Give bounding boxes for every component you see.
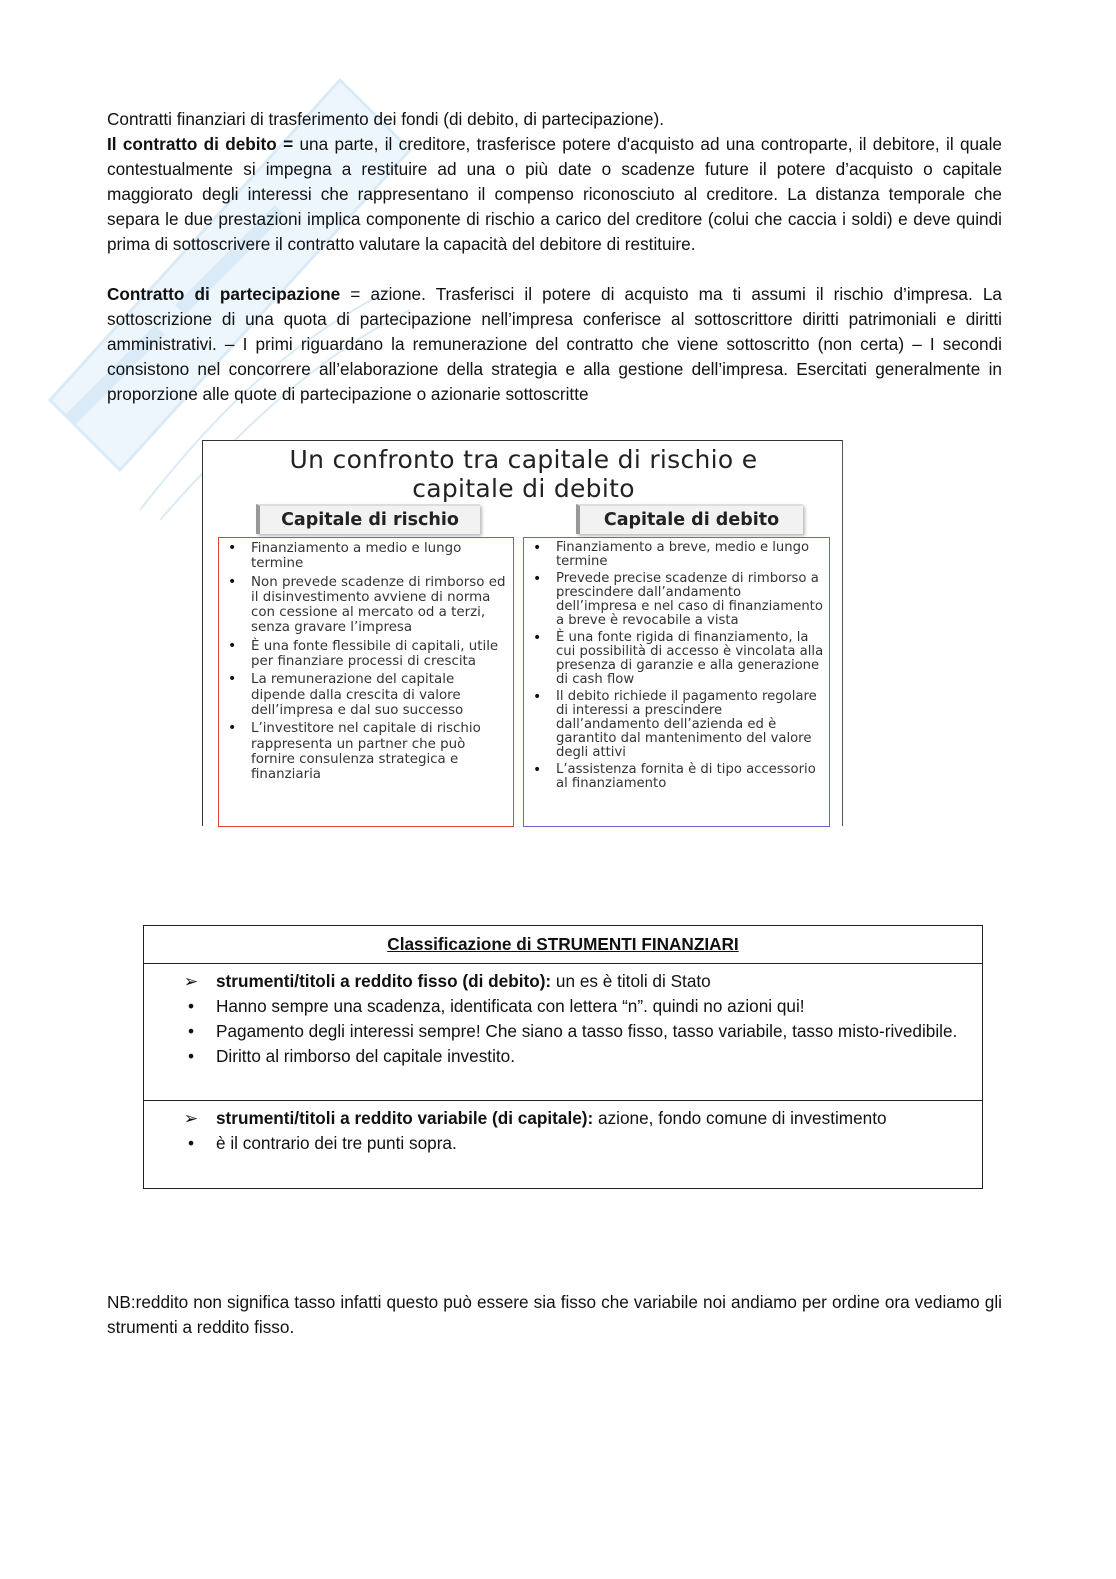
equity-contract-lead: Contratto di partecipazione <box>107 284 341 304</box>
variable-income-section <box>144 1101 982 1156</box>
classification-title: Classificazione di STRUMENTI FINANZIARI <box>144 926 982 964</box>
debt-capital-box <box>523 537 830 827</box>
list-item: • È una fonte flessibile di capitali, utile per finanziare processi di crescita <box>225 639 509 670</box>
debt-contract-lead: Il contratto di debito = <box>107 134 294 154</box>
arrow-bullet-icon: ➢ <box>183 1108 199 1128</box>
list-item: • Non prevede scadenze di rimborso ed il disinvestimento avviene di norma con cessione al mercato od a terzi, senza gravare l’impresa <box>225 575 509 636</box>
list-item: ➢ strumenti/titoli a reddito variabile (di capitale): azione, fondo comune di investimento <box>144 1106 982 1131</box>
list-item: • Finanziamento a medio e lungo termine <box>225 541 509 572</box>
list-item: • Prevede precise scadenze di rimborso a prescindere dall’andamento dell’impresa e nel caso di finanziamento a breve è revocabile a vista <box>530 572 825 628</box>
list-item: • È una fonte rigida di finanziamento, la cui possibilità di accesso è vincolata alla presenza di garanzie e alla generazione di cash flow <box>530 631 825 687</box>
dot-bullet-icon: • <box>187 1021 195 1041</box>
list-item: • Hanno sempre una scadenza, identificata con lettera “n”. quindi no azioni qui! <box>144 994 982 1019</box>
arrow-bullet-icon: ➢ <box>183 971 199 991</box>
list-item: • Finanziamento a breve, medio e lungo termine <box>530 541 825 569</box>
list-item: ➢ strumenti/titoli a reddito fisso (di debito): un es è titoli di Stato <box>144 969 982 994</box>
list-item: • Il debito richiede il pagamento regolare di interessi a prescindere dall’andamento dell’azienda ed è garantito dal mantenimento del valore degli attivi <box>530 690 825 760</box>
list-item: • è il contrario dei tre punti sopra. <box>144 1131 982 1156</box>
list-item: • Diritto al rimborso del capitale investito. <box>144 1044 982 1069</box>
dot-bullet-icon: • <box>187 996 195 1016</box>
list-item: • L’investitore nel capitale di rischio rappresenta un partner che può fornire consulenza strategica e finanziaria <box>225 721 509 782</box>
comparison-slide <box>202 440 843 826</box>
slide-title: Un confronto tra capitale di rischio e capitale di debito <box>289 445 758 503</box>
dot-bullet-icon: • <box>187 1133 195 1153</box>
fixed-income-section <box>144 964 982 1101</box>
dot-bullet-icon: • <box>187 1046 195 1066</box>
equity-contract-body: = azione. Trasferisci il potere di acquisto ma ti assumi il rischio d’impresa. La sottoscrizione di una quota di partecipazione nell’impresa conferisce al sottoscrittore diritti patrimoniali e diritti amministrativi. – I primi riguardano la remunerazione del contratto che viene sottoscritto (non certa) – I secondi consistono nel concorrere all’elaborazione della strategia e alla gestione dell’impresa. Esercitati generalmente in proporzione alle quote di partecipazione o azionarie sottoscritte <box>107 284 1002 404</box>
list-item: • Pagamento degli interessi sempre! Che siano a tasso fisso, tasso variabile, tasso misto-rivedibile. <box>144 1019 982 1044</box>
risk-capital-heading: Capitale di rischio <box>256 504 480 534</box>
debt-contract-text <box>107 132 1002 257</box>
list-item: • La remunerazione del capitale dipende dalla crescita di valore dell’impresa e dal suo successo <box>225 672 509 718</box>
debt-capital-heading: Capitale di debito <box>576 504 803 534</box>
intro-line: Contratti finanziari di trasferimento dei fondi (di debito, di partecipazione). <box>107 109 664 129</box>
paragraph-equity-contract <box>107 282 1002 407</box>
debt-contract-body: una parte, il creditore, trasferisce potere d'acquisto ad una controparte, il debitore, il quale contestualmente si impegna a restituire ad una o più date o scadenze future il potere d’acquisto o capitale maggiorato degli interessi che rappresentano il compenso riconosciuto al creditore. La distanza temporale che separa le due prestazioni implica componente di rischio a carico del creditore (colui che caccia i soldi) e deve quindi prima di sottoscrivere il contratto valutare la capacità del debitore di restituire. <box>107 134 1002 254</box>
paragraph-debt-contract <box>107 107 1002 257</box>
risk-capital-box <box>218 537 514 827</box>
list-item: • L’assistenza fornita è di tipo accessorio al finanziamento <box>530 763 825 791</box>
classification-table <box>143 925 983 1189</box>
note-paragraph: NB:reddito non significa tasso infatti questo può essere sia fisso che variabile noi andiamo per ordine ora vediamo gli strumenti a reddito fisso. <box>107 1292 1002 1337</box>
